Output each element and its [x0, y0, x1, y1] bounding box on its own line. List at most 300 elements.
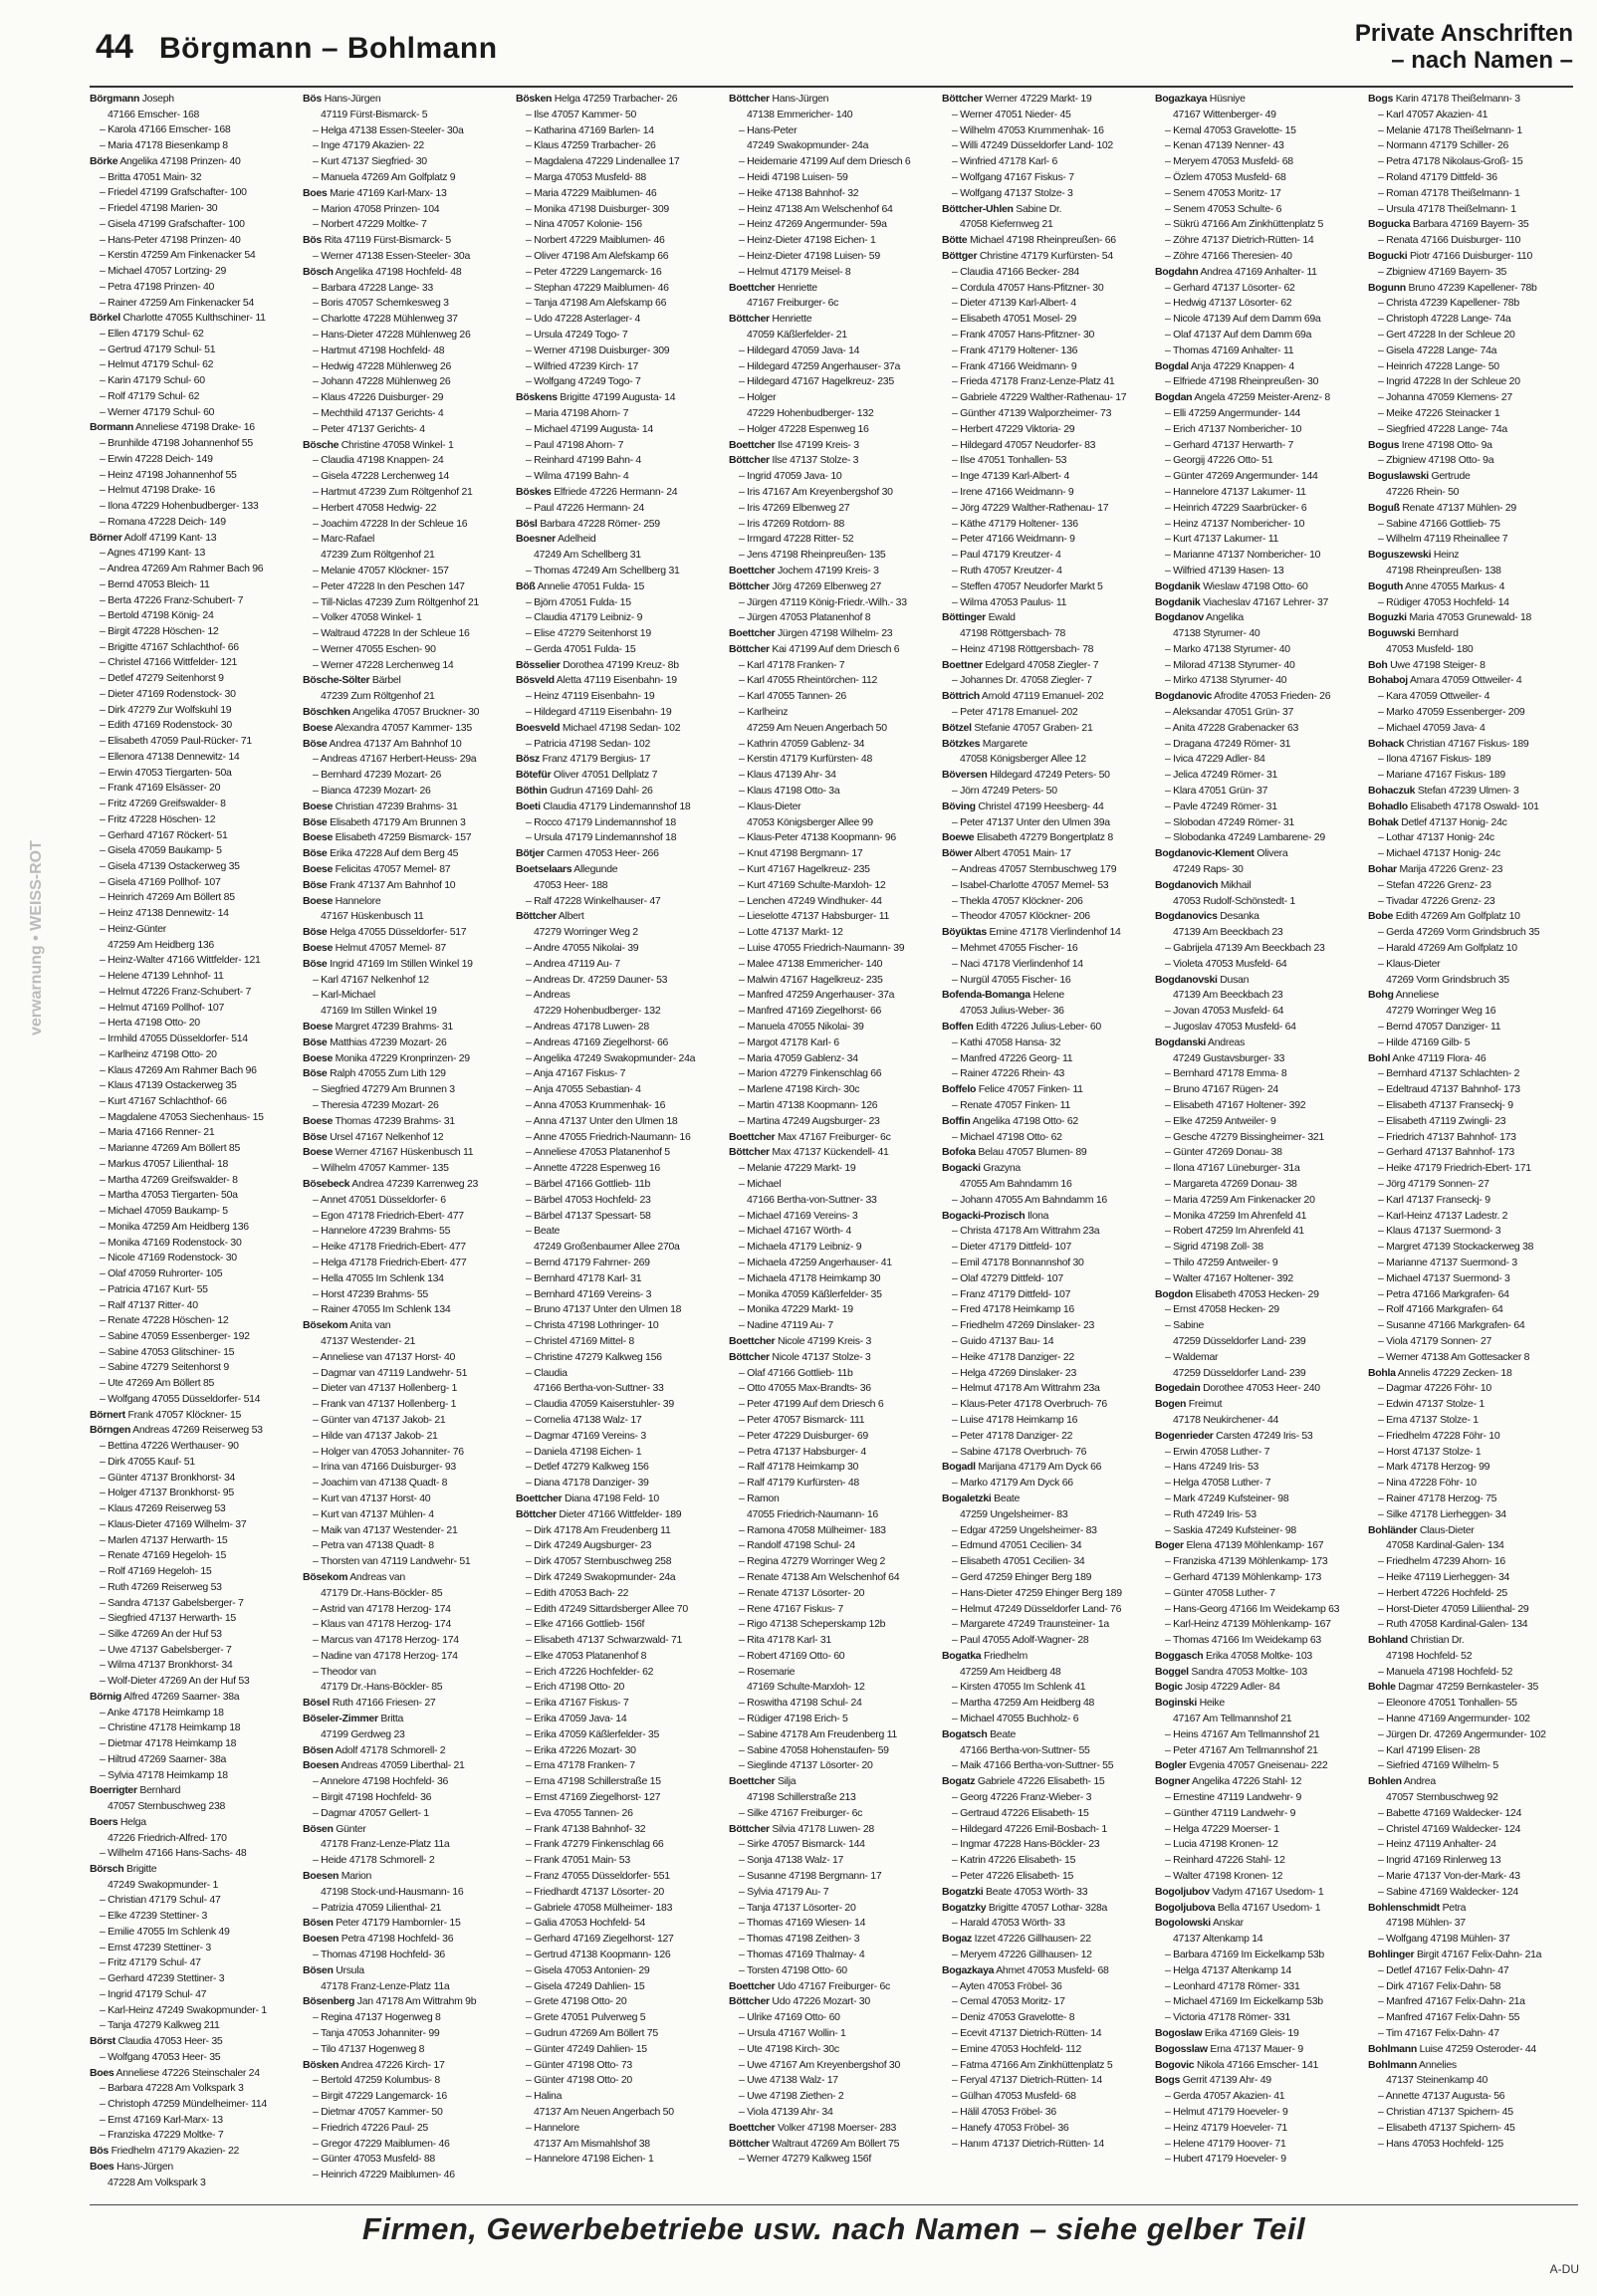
- entry-text: – Rigo 47138 Scheperskamp 12b: [739, 1618, 886, 1631]
- listing-entry: [1368, 532, 1578, 548]
- listing-entry: [1368, 1209, 1578, 1225]
- entry-text: – Gisela 47053 Antonien- 29: [526, 1963, 650, 1976]
- entry-text: Ahmet 47053 Musfeld- 68: [996, 1963, 1109, 1976]
- listing-entry: [942, 154, 1151, 170]
- listing-entry: [90, 1721, 299, 1736]
- entry-text: Max 47137 Kückendell- 41: [772, 1146, 889, 1159]
- listing-entry: [942, 1901, 1151, 1917]
- entry-text: 47198 Röttgersbach- 78: [960, 627, 1066, 640]
- listing-entry: [90, 2144, 299, 2160]
- listing-entry: [729, 988, 938, 1004]
- entry-text: – Irmhild 47055 Düsseldorfer- 514: [100, 1033, 248, 1045]
- entry-text: – Brunhilde 47198 Johannenhof 55: [100, 437, 253, 450]
- listing-entry: [90, 718, 299, 734]
- entry-text: – Siefried 47169 Wilhelm- 5: [1378, 1759, 1498, 1772]
- entry-text: – Martin 47138 Koopmann- 126: [739, 1099, 878, 1111]
- listing-entry: [942, 1240, 1151, 1256]
- entry-text: Oliver 47051 Dellplatz 7: [553, 769, 658, 782]
- entry-text: – Kathrin 47059 Gablenz- 34: [739, 737, 865, 750]
- listing-entry: [303, 123, 512, 139]
- entry-text: – Horst 47239 Brahms- 55: [313, 1287, 428, 1300]
- entry-text: Friedhelm: [983, 1649, 1027, 1662]
- entry-text: – Zöhre 47166 Theresien- 40: [1165, 249, 1292, 262]
- entry-text: – Holger 47228 Espenweg 16: [739, 422, 869, 435]
- entry-surname: Bösen: [303, 1822, 334, 1835]
- listing-entry: [1155, 1193, 1364, 1209]
- entry-text: Helmut 47057 Memel- 87: [335, 942, 446, 955]
- listing-entry: [303, 2089, 512, 2105]
- entry-text: – Martina 47249 Augsburger- 23: [739, 1114, 880, 1127]
- entry-surname: Bös: [303, 93, 322, 105]
- entry-text: – Dirk 47055 Kauf- 51: [100, 1455, 195, 1468]
- listing-entry: [516, 2058, 725, 2074]
- listing-entry: [1155, 390, 1364, 406]
- entry-text: – Frank 47169 Elsässer- 20: [100, 782, 221, 795]
- entry-text: Elfriede 47226 Hermann- 24: [554, 485, 678, 498]
- entry-text: – Erich 47137 Nombericher- 10: [1165, 422, 1302, 435]
- entry-text: – Erwin 47058 Luther- 7: [1165, 1445, 1270, 1458]
- listing-entry: [90, 2050, 299, 2066]
- entry-text: Josip 47229 Adler- 84: [1185, 1681, 1280, 1694]
- entry-text: 47229 Hohenbudberger- 132: [747, 406, 874, 419]
- listing-entry: [1155, 1633, 1364, 1649]
- entry-surname: Bobe: [1368, 910, 1394, 923]
- entry-surname: Böttcher: [729, 313, 770, 326]
- listing-entry: [1155, 1161, 1364, 1177]
- entry-text: – Heinz 47198 Röttgersbach- 78: [952, 642, 1094, 655]
- entry-text: – Rainer 47259 Am Finkenacker 54: [100, 296, 254, 309]
- entry-text: – Ursula 47167 Wollin- 1: [739, 2027, 846, 2040]
- listing-entry: [90, 2097, 299, 2113]
- entry-text: Renate 47137 Mühlen- 29: [1402, 501, 1516, 514]
- listing-entry: [942, 92, 1151, 108]
- entry-text: – Silke 47269 An der Huf 53: [100, 1627, 222, 1640]
- listing-entry: [516, 517, 725, 533]
- listing-entry: [303, 2026, 512, 2042]
- entry-text: – Karl-Michael: [313, 989, 375, 1002]
- entry-surname: Böttcher: [729, 1146, 770, 1159]
- listing-entry: [303, 1445, 512, 1461]
- listing-entry: [1368, 1869, 1578, 1885]
- listing-entry: [942, 1413, 1151, 1429]
- entry-text: Hüsniye: [1209, 93, 1246, 105]
- listing-entry: [1155, 1302, 1364, 1318]
- listing-entry: [90, 906, 299, 922]
- entry-text: – Gisela 47228 Lange- 74a: [1378, 344, 1497, 356]
- listing-entry: [942, 1948, 1151, 1963]
- listing-entry: [516, 658, 725, 674]
- listing-entry: [303, 2073, 512, 2089]
- entry-surname: Bogner: [1155, 1775, 1190, 1788]
- entry-text: – Anke 47178 Heimkamp 18: [100, 1706, 224, 1719]
- listing-entry: [516, 1318, 725, 1334]
- entry-text: – Franziska 47229 Moltke- 7: [100, 2129, 224, 2142]
- entry-surname: Boguth: [1368, 579, 1403, 592]
- entry-text: Jörg 47269 Elbenweg 27: [772, 579, 881, 592]
- listing-entry: [303, 1633, 512, 1649]
- listing-entry: [729, 1523, 938, 1539]
- entry-text: – Rainer 47055 Im Schlenk 134: [313, 1303, 451, 1316]
- entry-text: Christine 47179 Kurfürsten- 54: [979, 249, 1113, 262]
- listing-entry: [942, 359, 1151, 375]
- listing-entry: [1368, 1066, 1578, 1082]
- entry-text: – Gudrun 47269 Am Böllert 75: [526, 2027, 658, 2040]
- listing-entry: [303, 846, 512, 862]
- entry-text: – Erich 47198 Otto- 20: [526, 1681, 625, 1694]
- entry-text: – Renate 47057 Finken- 11: [952, 1099, 1070, 1111]
- entry-text: – Harald 47053 Wörth- 33: [952, 1917, 1065, 1930]
- entry-text: – Waldemar: [1165, 1350, 1219, 1363]
- listing-entry: [1368, 1712, 1578, 1727]
- entry-surname: Bogdanovic: [1155, 690, 1213, 703]
- entry-surname: Boettcher: [729, 1979, 776, 1992]
- listing-entry: [516, 705, 725, 721]
- listing-entry: [1368, 642, 1578, 658]
- entry-surname: Böwer: [942, 847, 973, 860]
- listing-entry: [1368, 344, 1578, 359]
- entry-surname: Bogazkaya: [942, 1963, 995, 1976]
- entry-text: – Bruno 47137 Unter den Ulmen 18: [526, 1303, 682, 1316]
- listing-entry: [90, 890, 299, 906]
- entry-text: – Siegfried 47279 Am Brunnen 3: [313, 1083, 455, 1096]
- entry-text: – Marion 47279 Finkenschlag 66: [739, 1067, 882, 1080]
- entry-text: Claus-Dieter: [1419, 1523, 1475, 1536]
- listing-entry: [516, 344, 725, 359]
- entry-text: Hans-Jürgen: [772, 93, 829, 105]
- listing-entry: [942, 1554, 1151, 1570]
- listing-entry: [1368, 2026, 1578, 2042]
- listing-entry: [516, 737, 725, 753]
- listing-entry: [1368, 1271, 1578, 1287]
- listing-entry: [942, 265, 1151, 281]
- listing-entry: [1155, 2121, 1364, 2137]
- entry-text: Andrea 47169 Anhalter- 11: [1200, 265, 1317, 278]
- entry-text: – Hildegard 47057 Neudorfer- 83: [952, 438, 1096, 451]
- entry-text: Amara 47059 Ottweiler- 4: [1409, 674, 1522, 687]
- entry-text: 47137 Altenkamp 14: [1173, 1933, 1263, 1946]
- entry-surname: Boguwski: [1368, 627, 1416, 640]
- entry-text: – Silke 47178 Lierheggen- 34: [1378, 1507, 1506, 1520]
- listing-entry: [1368, 1617, 1578, 1633]
- entry-text: – Thomas 47169 Wiesen- 14: [739, 1917, 866, 1930]
- listing-entry: [90, 1188, 299, 1204]
- entry-text: – Kemal 47053 Gravelotte- 15: [1165, 123, 1296, 136]
- listing-entry: [516, 2042, 725, 2058]
- entry-text: Christian Dr.: [1410, 1634, 1465, 1647]
- entry-text: – Bärbel 47053 Hochfeld- 23: [526, 1193, 651, 1206]
- listing-entry: [90, 1141, 299, 1157]
- entry-text: – Tanja 47279 Kalkweg 211: [100, 2019, 220, 2032]
- entry-text: – Norbert 47229 Moltke- 7: [313, 218, 427, 231]
- entry-text: – Edith 47053 Bach- 22: [526, 1586, 629, 1599]
- entry-surname: Böse: [303, 737, 328, 750]
- listing-entry: [303, 2010, 512, 2026]
- listing-entry: [516, 406, 725, 422]
- listing-entry: [1368, 1397, 1578, 1413]
- entry-text: – Klaus van 47178 Herzog- 174: [313, 1618, 451, 1631]
- entry-text: – Volker 47058 Winkel- 1: [313, 611, 422, 624]
- entry-text: Udo 47226 Mozart- 30: [772, 1995, 870, 2008]
- listing-entry: [90, 671, 299, 687]
- listing-entry: [1155, 925, 1364, 941]
- entry-text: – Isabel-Charlotte 47057 Memel- 53: [952, 878, 1109, 891]
- listing-entry: [90, 1423, 299, 1439]
- listing-entry: [90, 468, 299, 484]
- entry-surname: Bohlen: [1368, 1775, 1402, 1788]
- listing-entry: [303, 1901, 512, 1917]
- entry-text: – Ruth 47057 Kreutzer- 4: [952, 564, 1062, 576]
- listing-entry: [942, 626, 1151, 642]
- entry-text: – Senem 47053 Moritz- 17: [1165, 186, 1281, 199]
- entry-text: – Helmut 47178 Am Wittrahm 23a: [952, 1382, 1100, 1395]
- listing-entry: [729, 1287, 938, 1303]
- listing-entry: [90, 593, 299, 609]
- listing-entry: [942, 737, 1151, 753]
- entry-text: Elena 47139 Möhlenkamp- 167: [1186, 1539, 1324, 1552]
- entry-text: – Wilma 47053 Paulus- 11: [952, 595, 1067, 608]
- entry-text: – Peter 47229 Langemarck- 16: [526, 265, 662, 278]
- listing-column-3: [516, 92, 725, 2192]
- entry-text: – Jörg 47229 Walther-Rathenau- 17: [952, 501, 1109, 514]
- entry-text: – Anneliese van 47137 Horst- 40: [313, 1350, 456, 1363]
- listing-entry: [729, 233, 938, 249]
- listing-entry: [1368, 186, 1578, 202]
- entry-text: – Ilse 47051 Tonhallen- 53: [952, 454, 1067, 467]
- listing-entry: [516, 328, 725, 344]
- entry-surname: Boese: [303, 1114, 334, 1127]
- listing-entry: [90, 373, 299, 389]
- entry-text: Volker 47198 Moerser- 283: [777, 2121, 897, 2134]
- listing-entry: [1155, 1035, 1364, 1051]
- listing-entry: [90, 1752, 299, 1768]
- entry-text: – Olaf 47279 Dittfeld- 107: [952, 1271, 1063, 1284]
- listing-entry: [90, 452, 299, 468]
- listing-entry: [1155, 658, 1364, 674]
- listing-entry: [942, 894, 1151, 910]
- entry-text: – Friedhelm 47269 Dinslaker- 23: [952, 1319, 1095, 1332]
- listing-entry: [90, 812, 299, 828]
- listing-entry: [303, 1994, 512, 2010]
- entry-text: – Bernhard 47178 Emma- 8: [1165, 1067, 1287, 1080]
- listing-entry: [729, 689, 938, 705]
- listing-entry: [942, 957, 1151, 973]
- entry-text: – Erika 47059 Java- 14: [526, 1713, 627, 1725]
- listing-entry: [303, 1098, 512, 1114]
- listing-entry: [1155, 1271, 1364, 1287]
- entry-text: – Margarete 47249 Traunsteiner- 1a: [952, 1618, 1109, 1631]
- entry-text: – Ramon: [739, 1492, 780, 1504]
- entry-text: Edelgard 47058 Ziegler- 7: [985, 658, 1099, 671]
- entry-text: – Helga 47058 Luther- 7: [1165, 1477, 1271, 1490]
- listing-entry: [303, 941, 512, 957]
- listing-entry: [942, 1932, 1151, 1948]
- entry-text: Uwe 47198 Steiger- 8: [1390, 658, 1485, 671]
- listing-entry: [942, 1617, 1151, 1633]
- entry-text: – Günther 47119 Landwehr- 9: [1165, 1806, 1296, 1819]
- entry-text: – Babette 47169 Waldecker- 124: [1378, 1806, 1522, 1819]
- listing-entry: [1368, 1680, 1578, 1696]
- listing-entry: [1155, 1366, 1364, 1382]
- entry-text: – Edith 47249 Sittardsberger Allee 70: [526, 1602, 688, 1615]
- listing-entry: [303, 312, 512, 328]
- listing-entry: [729, 374, 938, 390]
- entry-text: – Klaus-Dieter 47169 Wilhelm- 37: [100, 1517, 247, 1530]
- entry-text: 47139 Am Beeckbach 23: [1173, 989, 1283, 1002]
- entry-surname: Böse: [303, 926, 328, 939]
- entry-text: – Rainer 47178 Herzog- 75: [1378, 1492, 1497, 1504]
- listing-entry: [1155, 1413, 1364, 1429]
- listing-entry: [729, 1916, 938, 1932]
- listing-entry: [729, 501, 938, 517]
- entry-surname: Böse: [303, 1067, 328, 1080]
- listing-entry: [1368, 815, 1578, 831]
- listing-entry: [1155, 2058, 1364, 2074]
- entry-surname: Bohlmann: [1368, 2042, 1417, 2055]
- listing-entry: [1155, 344, 1364, 359]
- entry-text: – Anneliese 47053 Platanenhof 5: [526, 1146, 670, 1159]
- entry-text: – Iris 47269 Elbenweg 27: [739, 501, 850, 514]
- entry-text: Elisabeth 47279 Bongertplatz 8: [976, 831, 1113, 844]
- listing-entry: [303, 202, 512, 218]
- entry-text: 47053 Heer- 188: [534, 878, 608, 891]
- listing-entry: [729, 1051, 938, 1067]
- listing-entry: [1368, 988, 1578, 1004]
- entry-text: – Beate: [526, 1225, 561, 1238]
- entry-surname: Bogdon: [1155, 1287, 1193, 1300]
- entry-text: Ruth 47166 Friesen- 27: [332, 1697, 436, 1710]
- entry-text: – Angelika 47249 Swakopmunder- 24a: [526, 1051, 696, 1064]
- entry-text: Silvia 47178 Luwen- 28: [772, 1822, 874, 1835]
- listing-entry: [90, 1658, 299, 1674]
- listing-entry: [90, 1548, 299, 1564]
- entry-text: – Heike 47178 Friedrich-Ebert- 477: [313, 1241, 466, 1254]
- entry-text: – Wolfgang 47198 Mühlen- 37: [1378, 1933, 1510, 1946]
- entry-text: – Hildegard 47119 Eisenbahn- 19: [526, 706, 672, 719]
- listing-entry: [942, 846, 1151, 862]
- listing-entry: [516, 374, 725, 390]
- listing-entry: [729, 1476, 938, 1492]
- entry-text: – Elisabeth 47059 Paul-Rücker- 71: [100, 735, 252, 748]
- listing-entry: [516, 1837, 725, 1853]
- listing-entry: [729, 658, 938, 674]
- entry-text: – Sabine 47169 Waldecker- 124: [1378, 1885, 1518, 1898]
- entry-text: – Detlef 47279 Seitenhorst 9: [100, 672, 224, 685]
- entry-surname: Boettcher: [729, 281, 776, 294]
- listing-entry: [729, 453, 938, 469]
- listing-entry: [729, 705, 938, 721]
- listing-entry: [1155, 1602, 1364, 1618]
- listing-entry: [1368, 1460, 1578, 1476]
- entry-text: – Christa 47239 Kapellener- 78b: [1378, 297, 1519, 310]
- entry-surname: Boettcher: [729, 438, 776, 451]
- entry-text: – Rosemarie: [739, 1665, 796, 1678]
- listing-entry: [90, 1157, 299, 1173]
- listing-entry: [90, 1955, 299, 1971]
- entry-text: – Ruth 47058 Kardinal-Galen- 134: [1378, 1618, 1528, 1631]
- entry-text: – Thilo 47259 Antweiler- 9: [1165, 1256, 1278, 1268]
- listing-entry: [1368, 941, 1578, 957]
- entry-text: – Ralf 47178 Heimkamp 30: [739, 1461, 859, 1474]
- entry-text: – Mariane 47167 Fiskus- 189: [1378, 769, 1505, 782]
- entry-text: – Sabine 47053 Glitschiner- 15: [100, 1345, 235, 1358]
- entry-surname: Böttcher: [729, 579, 770, 592]
- listing-entry: [942, 925, 1151, 941]
- listing-entry: [1368, 2121, 1578, 2137]
- entry-text: Afrodite 47053 Frieden- 26: [1214, 690, 1331, 703]
- listing-entry: [1155, 564, 1364, 579]
- listing-entry: [516, 689, 725, 705]
- entry-surname: Boes: [90, 2160, 114, 2173]
- entry-text: 47167 Wittenberger- 49: [1173, 108, 1276, 120]
- entry-text: Adolf 47199 Kant- 13: [123, 531, 217, 544]
- listing-entry: [516, 1429, 725, 1445]
- listing-entry: [729, 1460, 938, 1476]
- listing-entry: [90, 1094, 299, 1110]
- entry-text: – Rolf 47169 Hegeloh- 15: [100, 1565, 212, 1578]
- entry-text: – Christel 47169 Mittel- 8: [526, 1334, 634, 1347]
- entry-text: Jürgen 47198 Wilhelm- 23: [777, 627, 893, 640]
- entry-text: – Maria 47059 Gablenz- 34: [739, 1051, 858, 1064]
- entry-text: – Klaus 47139 Ostackerweg 35: [100, 1079, 237, 1092]
- entry-text: – Paul 47198 Ahorn- 7: [526, 438, 624, 451]
- entry-text: – Maria 47166 Renner- 21: [100, 1126, 215, 1139]
- entry-text: – Fritz 47179 Schul- 47: [100, 1956, 201, 1969]
- listing-entry: [90, 1736, 299, 1752]
- listing-entry: [1368, 1963, 1578, 1979]
- listing-entry: [1155, 689, 1364, 705]
- listing-entry: [1155, 170, 1364, 186]
- entry-text: – Christoph 47259 Mündelheimer- 114: [100, 2098, 267, 2110]
- entry-text: – Klaus 47137 Suermond- 3: [1378, 1225, 1501, 1238]
- listing-entry: [729, 1570, 938, 1586]
- entry-text: Anita van: [349, 1319, 391, 1332]
- entry-text: – Manuela 47269 Am Golfplatz 9: [313, 170, 456, 183]
- entry-text: – Werner 47055 Eschen- 90: [313, 642, 436, 655]
- listing-entry: [516, 1051, 725, 1067]
- listing-entry: [729, 1994, 938, 2010]
- listing-entry: [303, 595, 512, 611]
- entry-text: – Heinz-Dieter 47198 Eichen- 1: [739, 234, 876, 247]
- listing-entry: [1155, 1790, 1364, 1806]
- listing-entry: [1368, 1302, 1578, 1318]
- listing-entry: [1368, 846, 1578, 862]
- listing-column-2: [303, 92, 512, 2192]
- listing-entry: [1368, 1287, 1578, 1303]
- entry-surname: Bogatzky: [942, 1901, 987, 1914]
- entry-text: Anja 47229 Knappen- 4: [1190, 359, 1294, 372]
- entry-text: 47249 Swakopmunder- 24a: [747, 139, 869, 152]
- listing-entry: [729, 1256, 938, 1271]
- entry-text: – Melanie 47178 Theißelmann- 1: [1378, 123, 1522, 136]
- entry-text: Werner 47167 Hüskenbusch 11: [335, 1146, 474, 1159]
- entry-surname: Boesner: [516, 533, 556, 546]
- entry-text: – Hans-Peter: [739, 123, 798, 136]
- listing-entry: [90, 985, 299, 1001]
- entry-text: – Peter 47137 Unter den Ulmen 39a: [952, 815, 1110, 828]
- listing-entry: [516, 453, 725, 469]
- listing-entry: [729, 1429, 938, 1445]
- entry-text: – Günter 47198 Otto- 20: [526, 2074, 632, 2087]
- entry-text: – Friedhardt 47137 Lösorter- 20: [526, 1885, 664, 1898]
- listing-entry: [729, 1177, 938, 1193]
- entry-text: Ewald: [988, 611, 1016, 624]
- listing-entry: [942, 1350, 1151, 1366]
- listing-entry: [942, 1066, 1151, 1082]
- entry-text: Peter 47179 Hambornler- 15: [336, 1917, 461, 1930]
- entry-text: – Dirk 47279 Zur Wolfskuhl 19: [100, 703, 232, 716]
- listing-entry: [303, 501, 512, 517]
- entry-text: – Gabrijela 47139 Am Beeckbach 23: [1165, 942, 1325, 955]
